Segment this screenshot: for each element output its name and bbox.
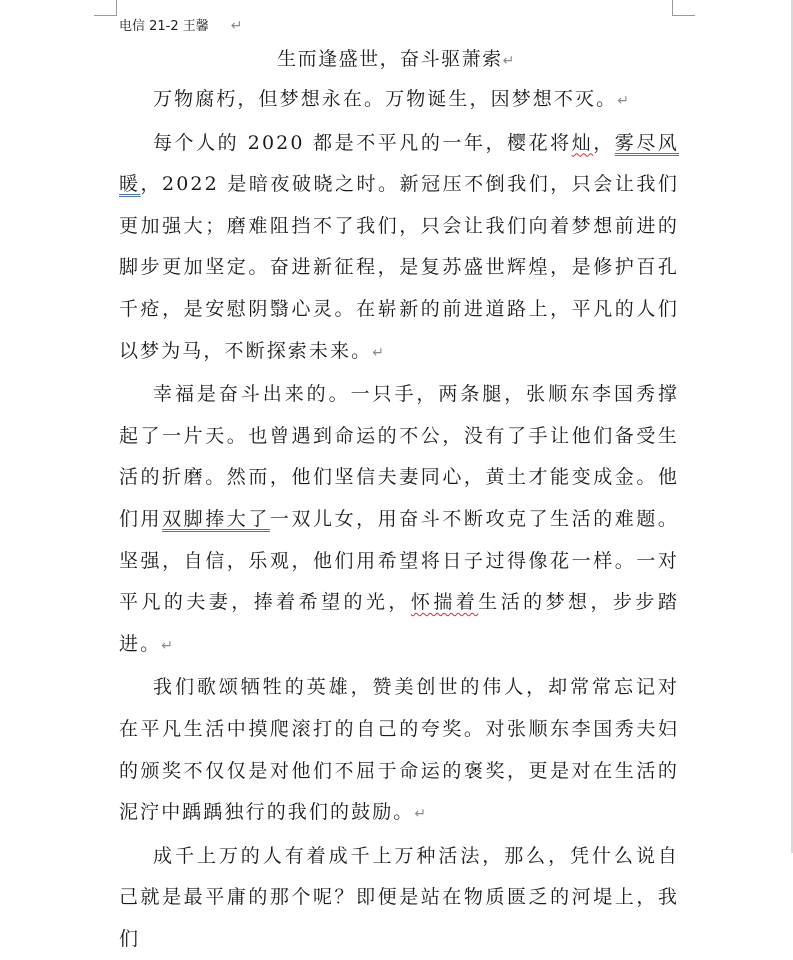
paragraph-text: ，2022 是暗夜破晓之时。新冠压不倒我们，只会让我们更加强大；磨难阻挡不了我们，只会让我们向着梦想前进的脚步更加坚定。奋进新征程，是复苏盛世辉煌，是修护百孔千疮，是安慰阴翳心灵。在崭新的前进道路上，平凡的人们以梦为马，不断探索未来。 [119, 173, 679, 362]
paragraph-mark-icon: ↵ [414, 806, 429, 823]
paragraph-mark-icon: ↵ [230, 18, 243, 34]
spelling-flag-text[interactable]: 灿 [571, 131, 594, 154]
header-text: 电信 21-2 王馨 [119, 19, 209, 34]
document-title[interactable] [0, 45, 793, 75]
paragraph-mark-icon: ↵ [161, 637, 176, 654]
paragraph[interactable] [119, 374, 679, 667]
paragraph-text: 幸福是奋斗出来的。一只手，两条腿，张顺东李国秀撑起了一片天。也曾遇到命运的不公，没有了手让他们备受生活的折磨。然而，他们坚信夫妻同心，黄土才能变成金。他们用 [119, 383, 679, 530]
paragraph-mark-icon: ↵ [372, 344, 387, 361]
paragraph[interactable] [119, 79, 679, 123]
paragraph-text: 生活的梦想，步步踏进。 [119, 591, 679, 655]
paragraph-text: 万物腐朽，但梦想永在。万物诞生，因梦想不灭。 [153, 88, 618, 110]
title-text: 生而逢盛世，奋斗驱萧索 [277, 48, 503, 70]
paragraph-text: 每个人的 2020 都是不平凡的一年，樱花将 [153, 131, 572, 154]
grammar-flag-text[interactable]: 雾尽风暖 [119, 131, 679, 196]
paragraph[interactable] [119, 836, 679, 960]
crop-mark-top-left [94, 0, 117, 16]
grammar-flag-text[interactable]: 双脚捧大了 [162, 507, 270, 530]
crop-mark-top-right [672, 0, 695, 16]
paragraph[interactable] [119, 123, 679, 375]
page-header[interactable] [119, 17, 243, 36]
spelling-flag-text[interactable]: 怀揣着 [410, 591, 479, 614]
paragraph-text: 一双儿女，用奋斗不断攻克了生活的难题。坚强，自信，乐观，他们用希望将日子过得像花一样。一对平凡的夫妻，捧着希望的光， [119, 507, 679, 614]
paragraph-text: ， [593, 131, 615, 154]
paragraph-mark-icon: ↵ [617, 93, 632, 109]
paragraph-text: 成千上万的人有着成千上万种活法，那么，凭什么说自己就是最平庸的那个呢？即便是站在物质匮乏的河堤上，我们 [119, 844, 679, 950]
paragraph[interactable] [119, 667, 679, 835]
paragraph-mark-icon: ↵ [502, 53, 516, 69]
paragraph-text: 我们歌颂牺牲的英雄，赞美创世的伟人，却常常忘记对在平凡生活中摸爬滚打的自己的夸奖。对张顺东李国秀夫妇的颁奖不仅仅是对他们不屈于命运的褒奖，更是对在生活的泥泞中踽踽独行的我们的鼓励。 [119, 676, 679, 824]
document-body[interactable] [119, 79, 679, 960]
